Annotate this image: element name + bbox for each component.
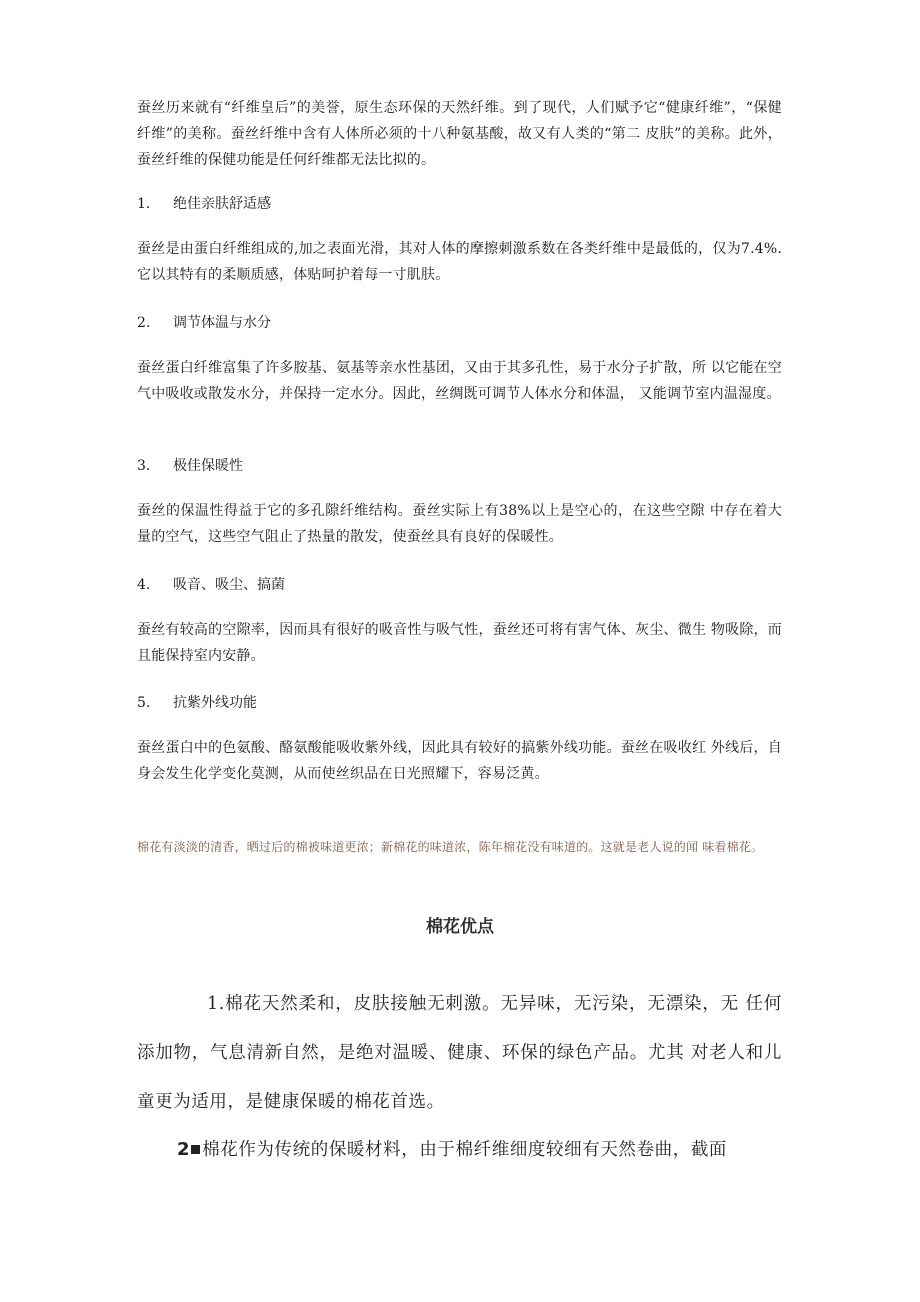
cotton-advantages-title: 棉花优点 — [426, 917, 494, 937]
cotton-smell-note: 棉花有淡淡的清香，晒过后的棉被味道更浓；新棉花的味道浓，陈年棉花没有味道的。这就是老人说的闻 味看棉花。 — [137, 840, 764, 854]
square-bullet-icon — [191, 1145, 200, 1154]
silk-intro-paragraph: 蚕丝历来就有“纤维皇后”的美誉，原生态环保的天然纤维。到了现代，人们赋予它“健康纤维”，“保健纤维”的美称。蚕丝纤维中含有人体所必须的十八种氨基酸，故又有人类的“第二 皮肤”的美称。此外，蚕丝纤维的保健功能是任何纤维都无法比拟的。 — [137, 100, 782, 168]
section-heading-text: 抗紫外线功能 — [173, 695, 257, 711]
silk-section-heading-5 — [137, 693, 782, 713]
section-heading-text: 吸音、吸尘、搞菌 — [173, 577, 285, 593]
silk-section-body-4: 蚕丝有较高的空隙率，因而具有很好的吸音性与吸气性，蚕丝还可将有害气体、灰尘、微生 物吸除，而且能保持室内安静。 — [137, 622, 782, 664]
point-text: 棉花作为传统的保暖材料，由于棉纤维细度较细有天然卷曲，截面 — [202, 1140, 728, 1160]
section-number: 2. — [137, 315, 151, 331]
section-number: 4. — [137, 577, 151, 593]
point-number: 2 — [177, 1139, 191, 1160]
section-number: 1. — [137, 196, 151, 212]
section-heading-text: 调节体温与水分 — [173, 315, 271, 331]
silk-section-heading-2 — [137, 313, 782, 333]
section-number: 5. — [137, 695, 151, 711]
silk-section-body-3: 蚕丝的保温性得益于它的多孔隙纤维结构。蚕丝实际上有38%以上是空心的，在这些空隙 中存在着大量的空气，这些空气阻止了热量的散发，使蚕丝具有良好的保暖性。 — [137, 503, 782, 545]
section-heading-text: 极佳保暖性 — [173, 458, 243, 474]
section-number: 3. — [137, 458, 151, 474]
silk-section-heading-1 — [137, 194, 782, 214]
silk-section-body-1: 蚕丝是由蛋白纤维组成的,加之表面光滑，其对人体的摩擦刺激系数在各类纤维中是最低的，仅为7.4%.它以其特有的柔顺质感，体贴呵护着每一寸肌肤。 — [137, 241, 782, 283]
point-text: 棉花天然柔和，皮肤接触无刺激。无异味，无污染，无漂染，无 任何添加物，气息清新自然，是绝对温暖、健康、环保的绿色产品。尤其 对老人和儿童更为适用，是健康保暖的棉花首选。 — [137, 994, 782, 1112]
section-heading-text: 绝佳亲肤舒适感 — [173, 196, 271, 212]
point-number: 1. — [207, 994, 225, 1014]
silk-section-body-2: 蚕丝蛋白纤维富集了许多胺基、氨基等亲水性基团，又由于其多孔性，易于水分子扩散，所 以它能在空气中吸收或散发水分，并保持一定水分。因此，丝绸既可调节人体水分和体温， 又能调节室内温湿度。 — [137, 360, 782, 402]
silk-section-body-5: 蚕丝蛋白中的色氨酸、酪氨酸能吸收紫外线，因此具有较好的搞紫外线功能。蚕丝在吸收红 外线后，自身会发生化学变化莫测，从而使丝织品在日光照耀下，容易泛黄。 — [137, 740, 782, 782]
cotton-point-2 — [177, 1136, 797, 1164]
silk-section-heading-3 — [137, 456, 782, 476]
cotton-point-1 — [137, 980, 782, 1127]
silk-section-heading-4 — [137, 575, 782, 595]
